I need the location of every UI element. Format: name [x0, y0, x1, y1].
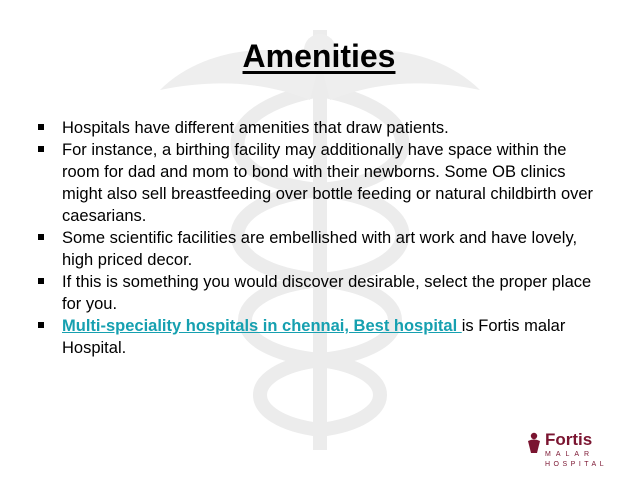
square-bullet-icon [38, 124, 44, 130]
square-bullet-icon [38, 146, 44, 152]
square-bullet-icon [38, 278, 44, 284]
logo-brand: Fortis [545, 430, 593, 449]
bullet-text: Some scientific facilities are embellished with art work and have lovely, high priced decor. [62, 229, 578, 269]
logo-line-1: MALAR [545, 451, 595, 458]
bullet-text: Hospitals have different amenities that draw patients. [62, 119, 449, 137]
fortis-logo [525, 430, 625, 470]
slide-title: Amenities [242, 38, 396, 74]
square-bullet-icon [38, 234, 44, 240]
square-bullet-icon [38, 322, 44, 328]
hospital-link[interactable]: Multi-speciality hospitals in chennai, Best hospital [62, 317, 462, 335]
bullet-list [38, 117, 598, 359]
bullet-item [38, 117, 598, 139]
bullet-text: For instance, a birthing facility may additionally have space within the room for dad and mom to bond with their newborns. Some OB clinics might also sell breastfeeding over bottle feeding or natural childbirth over caesarians. [62, 141, 594, 225]
bullet-item [38, 227, 598, 271]
bullet-item [38, 315, 598, 359]
logo-line-2: HOSPITAL [545, 461, 608, 468]
bullet-item [38, 271, 598, 315]
bullet-text: If this is something you would discover desirable, select the proper place for you. [62, 273, 592, 313]
bullet-item [38, 139, 598, 227]
fortis-mark-icon [525, 432, 543, 454]
bullet-text: is Fortis malar Hospital. [62, 317, 566, 357]
